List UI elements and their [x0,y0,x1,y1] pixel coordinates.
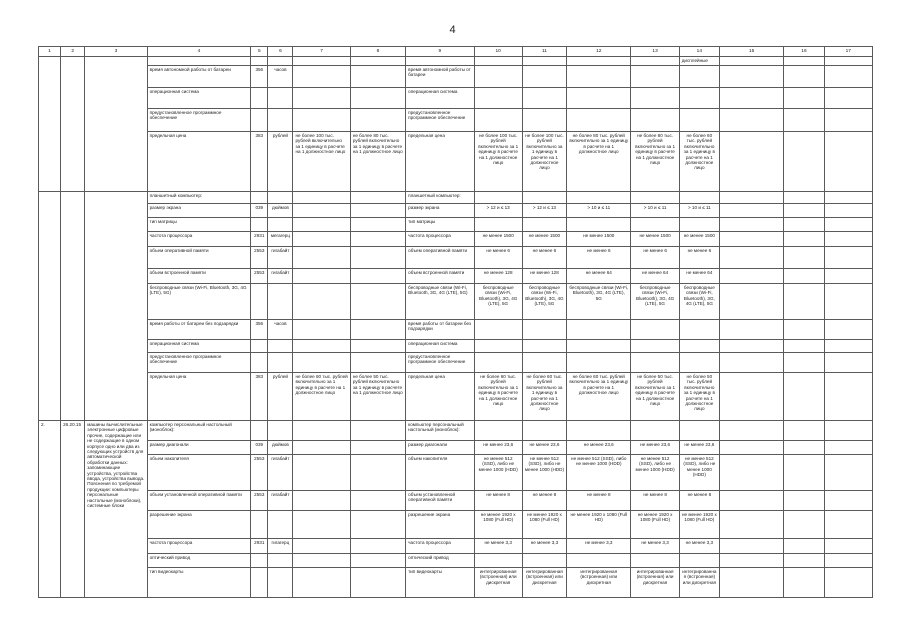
unit-name: гигабайт [268,491,293,511]
table-row [39,511,873,539]
value-cell: не более 60 тыс. рублей включительно за 1 единицу в расчете на 1 должностное лицо [522,373,566,421]
value-cell: не более 100 тыс. рублей включительно за 1 единицу в расчете на 1 должностное лицо [293,132,350,192]
value-cell: не менее 3,3 [522,539,566,554]
okei-code: 2553 [251,269,268,284]
column-number: 6 [268,47,293,57]
row-number: 2. [39,421,61,598]
column-number: 7 [293,47,350,57]
value-cell: интегрированная (встроенная) или дискретная [567,568,631,598]
spec-name: время работы от батареи без подзарядки [406,320,474,340]
value-cell: не более 80 тыс. рублей включительно за 1 единицу в расчете на 1 должностное лицо [350,132,405,192]
value-cell: не менее 64 [631,269,679,284]
value-cell: не более 80 тыс. рублей включительно за 1 единицу в расчете на 1 должностное лицо [631,132,679,192]
spec-name: объем установленной оперативной памяти [406,491,474,511]
column-number: 14 [679,47,719,57]
spec-name: время автономной работы от батареи [406,66,474,88]
value-cell: не менее 8 [522,491,566,511]
spec-name: размер диагонали [147,441,251,455]
value-cell: > 10 и ≤ 11 [679,204,719,218]
value-cell: не более 60 тыс. рублей включительно за 1 единицу в расчете на 1 должностное лицо [679,132,719,192]
value-cell: беспроводные связи (Wi-Fi, Bluetooth), 3G, 4G (LTE), 5G [522,284,566,320]
spec-name: частота процессора [406,539,474,554]
table-row [39,568,873,598]
unit-name: дюймов [268,204,293,218]
table-row [39,554,873,568]
unit-name: часов [268,320,293,340]
value-cell: интегрированная (встроенная) или дискретная [679,568,719,598]
spec-name: предельная цена [406,132,474,192]
column-number: 9 [406,47,474,57]
okei-code: 2553 [251,247,268,269]
table-row [39,421,873,441]
spec-name: время автономной работы от батареи [147,66,251,88]
table-row [39,284,873,320]
spec-name: беспроводные связи (Wi-Fi, Bluetooth, 3G, 4G (LTE), 5G) [406,284,474,320]
value-cell: не менее 512 (SSD), либо не менее 1000 (HDD) [567,455,631,491]
column-number: 12 [567,47,631,57]
spec-name: тип видеокарты [406,568,474,598]
value-cell: не более 100 тыс. рублей включительно за 1 единицу в расчете на 1 должностное лицо [522,132,566,192]
value-cell: беспроводные связи (Wi-Fi, Bluetooth), 3G, 4G (LTE), 5G [474,284,522,320]
spec-name: частота процессора [406,232,474,247]
spec-name: разрешение экрана [147,511,251,539]
value-cell: не более 80 тыс. рублей включительно за 1 единицу в расчете на 1 должностное лицо [567,132,631,192]
spec-name: размер диагонали [406,441,474,455]
column-number: 11 [522,47,566,57]
spec-name: беспроводные связи (Wi-Fi, Bluetooth, 3G, 4G (LTE), 5G) [147,284,251,320]
spec-name: объем встроенной памяти [406,269,474,284]
value-cell: не более 50 тыс. рублей включительно за 1 единицу в расчете на 1 должностное лицо [350,373,405,421]
table-row [39,66,873,88]
spec-name: предельная цена [147,132,251,192]
value-cell: не более 60 тыс. рублей включительно за 1 единицу в расчете на 1 должностное лицо [293,373,350,421]
value-cell: не менее 8 [631,491,679,511]
okei-code: 2553 [251,491,268,511]
column-number: 17 [824,47,872,57]
okei-code: 039 [251,204,268,218]
value-cell: не менее 23,6 [522,441,566,455]
table-row [39,192,873,204]
value-cell: не менее 1500 [679,232,719,247]
value-cell: не более 60 тыс. рублей включительно за 1 единицу в расчете на 1 должностное лицо [474,373,522,421]
value-cell: не менее 128 [474,269,522,284]
value-cell: не менее 8 [679,491,719,511]
unit-name: часов [268,66,293,88]
column-number: 15 [719,47,783,57]
value-cell: не менее 1500 [631,232,679,247]
value-cell: интегрированная (встроенная) или дискретная [474,568,522,598]
spec-name: тип матрицы [147,218,251,232]
value-cell: не менее 1920 x 1080 (Full HD) [474,511,522,539]
okei-code: 356 [251,66,268,88]
table-row [39,340,873,353]
product-description: машины вычислительные электронные цифровые прочие, содержащие или не содержащие в одном корпусе одно или два из следующих устройств для автоматической обработки данных: запоминающие устройства, устройства ввода, устройства вывода. Пояснения по требуемой продукции: компьютеры персональные настольные (моноблоки), системные блоки [85,421,147,598]
value-cell: не более 50 тыс. рублей включительно за 1 единицу в расчете на 1 должностное лицо [631,373,679,421]
table-row [39,247,873,269]
okei-code: 383 [251,132,268,192]
spec-name: размер экрана [147,204,251,218]
spec-name: размер экрана [406,204,474,218]
table-row [39,109,873,132]
column-number: 10 [474,47,522,57]
value-cell: беспроводные связи (Wi-Fi, Bluetooth), 3G, 4G (LTE), 5G [567,284,631,320]
value-cell: не менее 3,3 [474,539,522,554]
value-cell: не менее 8 [567,491,631,511]
value-cell: не менее 64 [567,269,631,284]
table-row [39,232,873,247]
value-cell: не менее 64 [679,269,719,284]
table-row [39,218,873,232]
column-number: 3 [85,47,147,57]
value-cell: не менее 6 [522,247,566,269]
okei-code: 383 [251,373,268,421]
spec-name: объем установленной оперативной памяти [147,491,251,511]
requirements-table [38,46,873,598]
table-row [39,353,873,373]
table-row [39,373,873,421]
spec-name: частота процессора [147,232,251,247]
value-cell: не менее 6 [631,247,679,269]
spec-name: частота процессора [147,539,251,554]
value-cell: не менее 512 (SSD), либо не менее 1000 (HDD) [679,455,719,491]
value-cell: не менее 512 (SSD), либо не менее 1000 (HDD) [522,455,566,491]
value-cell: > 10 и ≤ 11 [567,204,631,218]
spec-name: планшетный компьютер: [147,192,251,204]
spec-name: планшетный компьютер: [406,192,474,204]
value-cell: не менее 1920 x 1080 (Full HD) [631,511,679,539]
okei-code: 356 [251,320,268,340]
value-cell: не более 50 тыс. рублей включительно за 1 единицу в расчете на 1 должностное лицо [679,373,719,421]
spec-name: тип видеокарты [147,568,251,598]
spec-name: оптический привод [406,554,474,568]
spec-name: оптический привод [147,554,251,568]
value-cell: беспроводные связи (Wi-Fi, Bluetooth), 3G, 4G (LTE), 5G [679,284,719,320]
value-cell: беспроводные связи (Wi-Fi, Bluetooth), 3G, 4G (LTE), 5G [631,284,679,320]
value-cell: не менее 1500 [567,232,631,247]
spec-name: предустановленное программное обеспечение [147,109,251,132]
value-cell: не менее 8 [474,491,522,511]
unit-name: гигагерц [268,539,293,554]
value-cell: > 12 и ≤ 13 [522,204,566,218]
table-row [39,204,873,218]
okpd2-code: 26.20.15 [61,421,85,598]
table-row [39,269,873,284]
value-cell: > 10 и ≤ 11 [631,204,679,218]
unit-name: гигабайт [268,455,293,491]
value-cell: не менее 23,6 [631,441,679,455]
unit-name: мегагерц [268,232,293,247]
spec-name: предустановленное программное обеспечение [406,109,474,132]
spec-name: операционная система [147,340,251,353]
spec-name: операционная система [147,88,251,109]
table-row [39,57,873,66]
spec-name: предельная цена [147,373,251,421]
okei-code: 2553 [251,455,268,491]
unit-name: гигабайт [268,269,293,284]
value-cell: не менее 23,6 [679,441,719,455]
value-cell: интегрированная (встроенная) или дискретная [631,568,679,598]
table-row [39,320,873,340]
spec-name: компьютер персональный настольный (моноблок): [406,421,474,441]
column-number: 2 [61,47,85,57]
spec-name: объем оперативной памяти [406,247,474,269]
spec-name: операционная система [406,88,474,109]
okei-code: 039 [251,441,268,455]
spec-name: объем накопителя [147,455,251,491]
table-row [39,88,873,109]
spec-name: тип матрицы [406,218,474,232]
table-row [39,491,873,511]
spec-name: объем оперативной памяти [147,247,251,269]
spec-name: объем накопителя [406,455,474,491]
value-cell: не менее 23,6 [567,441,631,455]
value-cell: не менее 3,3 [567,539,631,554]
column-number: 5 [251,47,268,57]
table-row [39,539,873,554]
column-number: 13 [631,47,679,57]
value-cell: > 12 и ≤ 13 [474,204,522,218]
column-number: 8 [350,47,405,57]
spec-name: разрешение экрана [406,511,474,539]
spec-name: предельная цена [406,373,474,421]
value-cell: не менее 3,3 [679,539,719,554]
value-cell: не более 60 тыс. рублей включительно за 1 единицу в расчете на 1 должностное лицо [567,373,631,421]
spec-name: предустановленное программное обеспечение [147,353,251,373]
value-cell: не менее 1500 [474,232,522,247]
value-cell: не менее 128 [522,269,566,284]
column-numbers-row [39,47,873,57]
value-cell: не менее 23,6 [474,441,522,455]
table-row [39,441,873,455]
unit-name: гигабайт [268,247,293,269]
table-cell: дисплейные [679,57,719,66]
okei-code: 2931 [251,232,268,247]
spec-name: предустановленное программное обеспечение [406,353,474,373]
unit-name: рублей [268,132,293,192]
column-number: 16 [784,47,824,57]
table-row [39,132,873,192]
value-cell: не более 100 тыс. рублей включительно за 1 единицу в расчете на 1 должностное лицо [474,132,522,192]
unit-name: дюймов [268,441,293,455]
table-row [39,455,873,491]
value-cell: не менее 512 (SSD), либо не менее 1000 (HDD) [474,455,522,491]
value-cell: не менее 6 [567,247,631,269]
spec-name: объем встроенной памяти [147,269,251,284]
spec-name: время работы от батареи без подзарядки [147,320,251,340]
value-cell: не менее 1920 x 1080 (Full HD) [679,511,719,539]
value-cell: не менее 1920 x 1080 (Full HD) [522,511,566,539]
value-cell: не менее 3,3 [631,539,679,554]
value-cell: интегрированная (встроенная) или дискретная [522,568,566,598]
column-number: 1 [39,47,61,57]
column-number: 4 [147,47,251,57]
value-cell: не менее 512 (SSD), либо не менее 1000 (HDD) [631,455,679,491]
value-cell: не менее 6 [679,247,719,269]
value-cell: не менее 6 [474,247,522,269]
page-number: 4 [449,24,456,36]
value-cell: не менее 1920 x 1080 (Full HD) [567,511,631,539]
value-cell: не менее 1500 [522,232,566,247]
unit-name: рублей [268,373,293,421]
okei-code: 2931 [251,539,268,554]
spec-name: операционная система [406,340,474,353]
spec-name: компьютер персональный настольный (моноблок): [147,421,251,441]
